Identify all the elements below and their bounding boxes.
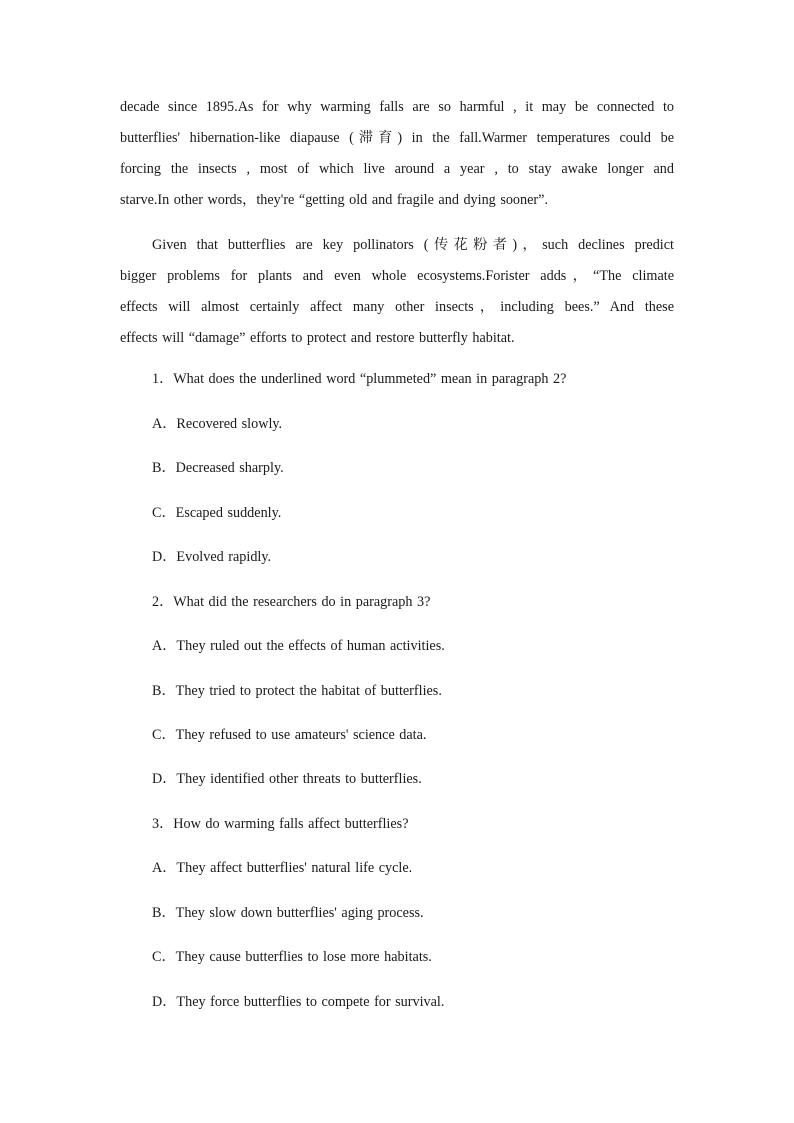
question-3-stem: 3．How do warming falls affect butterflies? (152, 816, 409, 832)
question-3-option-d: D．They force butterflies to compete for survival. (152, 994, 445, 1010)
passage-paragraph-continuation (120, 92, 674, 216)
paragraph-line: effects will almost certainly affect many other insects，including bees.” And these (120, 299, 674, 315)
paragraph-line: effects will “damage” efforts to protect and restore butterfly habitat. (120, 330, 515, 346)
question-2-stem: 2．What did the researchers do in paragraph 3? (152, 594, 431, 610)
paragraph-line: butterflies' hibernation-like diapause (滞育) in the fall.Warmer temperatures could be (120, 130, 674, 146)
passage-paragraph-final (120, 230, 674, 354)
question-2-option-c: C．They refused to use amateurs' science data. (152, 727, 427, 743)
question-2-option-a: A．They ruled out the effects of human activities. (152, 638, 445, 654)
paragraph-line: forcing the insects , most of which live around a year , to stay awake longer and (120, 161, 674, 177)
question-2-option-d: D．They identified other threats to butterflies. (152, 771, 422, 787)
paragraph-line: bigger problems for plants and even whole ecosystems.Forister adds，“The climate (120, 268, 674, 284)
question-1-stem: 1．What does the underlined word “plummeted” mean in paragraph 2? (152, 371, 567, 387)
question-3-option-c: C．They cause butterflies to lose more habitats. (152, 949, 432, 965)
paragraph-line: starve.In other words，they're “getting old and fragile and dying sooner”. (120, 192, 548, 208)
question-3-option-a: A．They affect butterflies' natural life cycle. (152, 860, 413, 876)
question-2-option-b: B．They tried to protect the habitat of butterflies. (152, 683, 442, 699)
question-1-option-c: C．Escaped suddenly. (152, 505, 282, 521)
paragraph-line: decade since 1895.As for why warming falls are so harmful , it may be connected to (120, 99, 674, 115)
question-1-option-b: B．Decreased sharply. (152, 460, 284, 476)
question-1-option-a: A．Recovered slowly. (152, 416, 283, 432)
question-3-option-b: B．They slow down butterflies' aging process. (152, 905, 424, 921)
question-1-option-d: D．Evolved rapidly. (152, 549, 272, 565)
paragraph-line: Given that butterflies are key pollinators (传花粉者)，such declines predict (152, 237, 674, 253)
